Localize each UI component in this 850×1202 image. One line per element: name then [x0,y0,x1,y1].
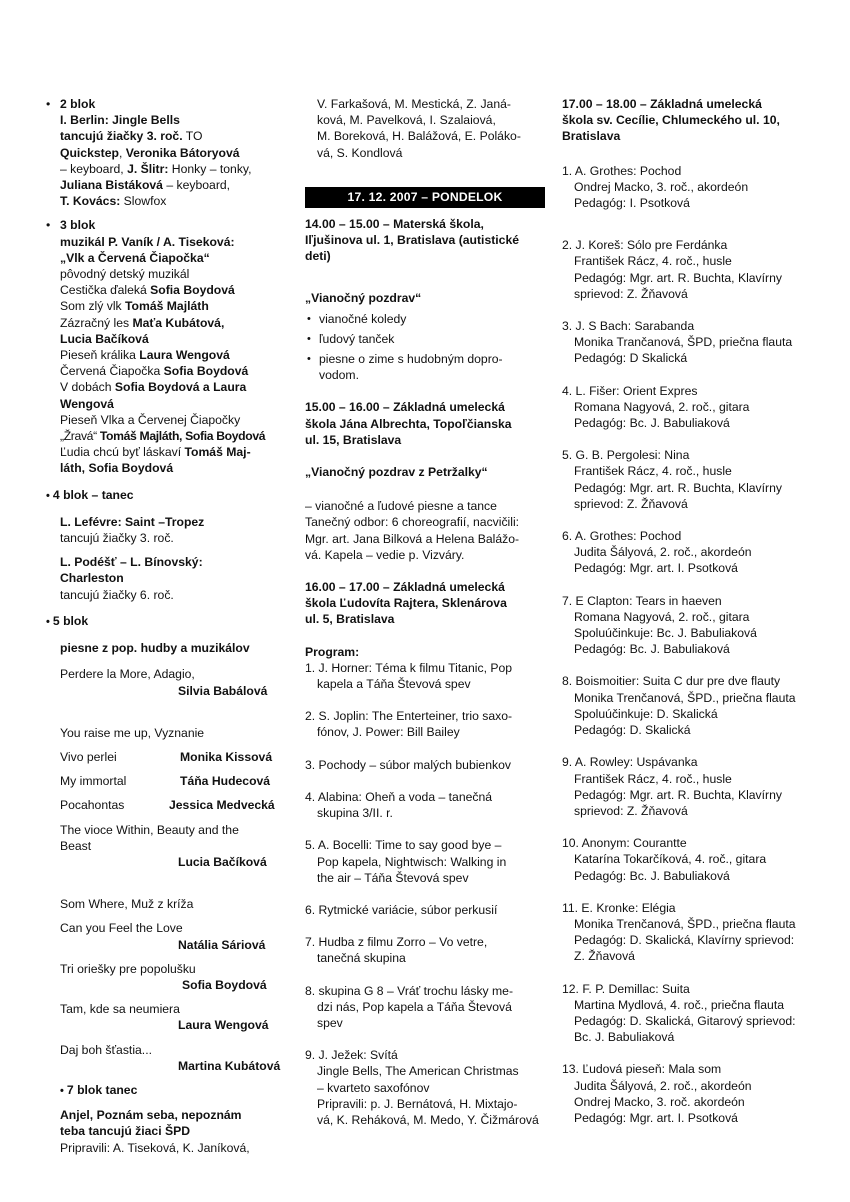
block-title: 5 blok [52,613,89,628]
program-item [562,900,808,965]
performer-name: Táňa Hudecová [180,774,271,789]
piece-title: 6. A. Grothes: Pochod [562,529,682,544]
program-item [562,163,808,212]
text-bold: J. Šlitr: [127,161,169,176]
teacher-line: Spoluúčinkuje: D. Skalická [574,706,718,721]
text-line [60,193,294,209]
text-line: láth, Sofia Boydová [60,461,174,476]
teacher-line: Bc. J. Babuliaková [574,1030,675,1045]
program-label: Program: [305,644,360,659]
text-line [60,282,294,298]
song-title: Can you Feel the Love [60,921,183,936]
song-row [60,797,294,813]
text-line: M. Boreková, H. Balážová, E. Poláko- [317,129,521,144]
program-item: 5. A. Bocelli: Time to say good bye – [305,838,502,853]
bullet: • [46,615,53,628]
text-line: pôvodný detský muzikál [60,267,190,282]
text-line: vodom. [319,368,359,383]
text-line: Tanečný odbor: 6 choreografií, nacvičili: [305,515,520,530]
performer-line: František Rácz, 4. roč., husle [574,464,732,479]
text-span: – keyboard, [60,161,128,176]
program-item [562,593,808,658]
teacher-line: sprievod: Z. Žňavová [574,803,688,818]
text-line [60,177,294,193]
program-item: 8. skupina G 8 – Vráť trochu lásky me- [305,983,514,998]
teacher-line: Pedagóg: Bc. J. Babuliaková [574,868,730,883]
piece-title: 2. J. Koreš: Sólo pre Ferdánka [562,238,728,253]
teacher-line: Pedagóg: D. Skalická, Klavírny sprievod: [574,933,795,948]
text-line: „Vlk a Červená Čiapočka“ [60,250,210,265]
performer-name: Laura Wengová [178,1018,269,1033]
piece-title: 11. E. Kronke: Elégia [562,900,676,915]
teacher-line: sprievod: Z. Žňavová [574,286,688,301]
song-title: Vivo perlei [60,749,117,764]
date-banner: 17. 12. 2007 – PONDELOK [305,187,545,208]
song-title: Tri oriešky pre popolušku [60,961,196,976]
teacher-line: Pedagóg: Bc. J. Babuliaková [574,416,730,431]
program-item [562,528,808,577]
text-line [60,128,294,144]
block-4-title [46,487,294,504]
program-item [562,835,808,884]
performer-name: Natália Sáriová [178,937,266,952]
column-right [562,96,808,1126]
list-item [305,351,545,383]
block-title: • 2 blok [60,97,96,111]
program-item [562,1061,808,1126]
event-heading: 16.00 – 17.00 – Základná umelecká [305,580,505,595]
teacher-line: Z. Žňavová [574,949,635,964]
performer-name: Sofia Boydová [150,283,235,298]
event-heading: škola Jána Albrechta, Topoľčianska [305,416,512,431]
performer-name: Tomáš Majláth [125,299,209,314]
piece-title: 12. F. P. Demillac: Suita [562,981,690,996]
text-span: – keyboard, [162,178,231,193]
program-item: kapela a Táňa Števová spev [317,677,471,692]
bullet: • [46,489,53,502]
song-title: Beast [60,838,92,853]
block-5 [46,640,294,1156]
performer-name: Martina Kubátová [178,1058,281,1073]
text-line: tancujú žiačky 6. roč. [60,587,174,602]
performer-name: Tomáš Majláth, Sofia Boydová [99,429,266,444]
list-item: • ľudový tanček [305,331,545,347]
text-span: „Žravá“ [60,429,100,444]
song-title: Daj boh šťastia... [60,1042,152,1057]
performer-name: Sofia Boydová a Laura [114,380,247,395]
performer-line: Judita Šályová, 2. roč., akordeón [574,545,752,560]
program-item: fónov, J. Power: Bill Bailey [317,725,460,740]
program-item: 2. S. Joplin: The Enterteiner, trio saxo- [305,709,513,724]
text-line: Lucia Bačíková [60,331,149,346]
text-line: Pieseň Vlka a Červenej Čiapočky [60,412,241,427]
text-line: Charleston [60,571,124,586]
song-title: Som Where, Muž z kríža [60,897,194,912]
text-span: TO [182,129,203,144]
text-bold: tancujú žiačky 3. roč. [60,129,183,144]
performer-line: František Rácz, 4. roč., husle [574,254,732,269]
song-title: My immortal [60,774,127,789]
text-line: vá, S. Kondlová [317,145,403,160]
performer-line: Ondrej Macko, 3. roč. akordeón [574,1094,745,1109]
performer-name: Tomáš Maj- [184,445,251,460]
piece-title: 7. E Clapton: Tears in haeven [562,593,722,608]
text-line [60,363,294,379]
performer-name: Lucia Bačíková [178,854,267,869]
teacher-line: Pedagóg: Mgr. art. R. Buchta, Klavírny [574,480,782,495]
program-item: 9. J. Ježek: Svítá [305,1048,398,1063]
piece-title: 1. A. Grothes: Pochod [562,163,682,178]
block-title: 4 blok – tanec [52,487,134,502]
text-line [60,298,294,314]
block-4 [46,514,294,603]
list-item: • vianočné koledy [305,311,545,327]
text-line: ková, M. Pavelková, I. Szalaiová, [317,113,496,128]
text-span: Som zlý vlk [60,299,126,314]
song-title: Tam, kde sa neumiera [60,1002,180,1017]
text-line: L. Lefévre: Saint –Tropez [60,514,205,529]
program-item: 6. Rytmické variácie, súbor perkusií [305,902,498,917]
program-item: tanečná skupina [317,951,406,966]
piece-title: 8. Boismoitier: Suita C dur pre dve flauty [562,674,781,689]
teacher-line: Pedagóg: Mgr. art. I. Psotková [574,561,738,576]
program-item: Jingle Bells, The American Christmas [317,1064,519,1079]
program-item [562,447,808,512]
text-span: Honky – tonky, [168,161,252,176]
text-span: Cestička ďaleká [60,283,151,298]
text-line [60,315,294,331]
teacher-line: Pedagóg: Mgr. art. R. Buchta, Klavírny [574,270,782,285]
text-line [60,161,294,177]
text-line: vá. Kapela – vedie p. Vizváry. [305,547,465,562]
performer-line: Monika Trenčanová, ŠPD., priečna flauta [574,916,796,931]
performer-line: Monika Trančanová, ŠPD, priečna flauta [574,335,793,350]
piece-title: 4. L. Fišer: Orient Expres [562,383,698,398]
text-line: muzikál P. Vaník / A. Tiseková: [60,234,235,249]
program-item [562,754,808,819]
song-title: Pocahontas [60,798,125,813]
text-line: Anjel, Poznám seba, nepoznám [60,1108,242,1123]
piece-title: 3. J. S Bach: Sarabanda [562,319,695,334]
event-heading: 14.00 – 15.00 – Materská škola, [305,216,484,231]
text-line: I. Berlin: Jingle Bells [60,113,180,128]
program-item: 7. Hudba z filmu Zorro – Vo vetre, [305,935,488,950]
text-line [60,347,294,363]
teacher-line: Pedagóg: Bc. J. Babuliaková [574,642,730,657]
piece-title: 13. Ľudová pieseň: Mala som [562,1062,722,1077]
event-heading: ul. 15, Bratislava [305,432,402,447]
performer-line: Ondrej Macko, 3. roč., akordeón [574,179,749,194]
text-line: teba tancujú žiaci ŠPD [60,1124,191,1139]
program-item: Pripravili: p. J. Bernátová, H. Mixtajo- [317,1096,518,1111]
program-item: skupina 3/II. r. [317,806,393,821]
block-5-title [46,613,294,630]
text-line [60,428,294,444]
song-row [60,749,294,765]
text-span: Červená Čiapočka [60,364,164,379]
performer-line: František Rácz, 4. roč., husle [574,771,732,786]
piece-title: 9. A. Rowley: Uspávanka [562,755,698,770]
program-item: vá, K. Reháková, M. Medo, Y. Čižmárová [317,1112,539,1127]
event-heading: 15.00 – 16.00 – Základná umelecká [305,400,505,415]
teacher-line: Pedagóg: Mgr. art. I. Psotková [574,1110,738,1125]
performer-name: Laura Wengová [139,348,230,363]
text-line: V. Farkašová, M. Mestická, Z. Janá- [317,97,511,111]
performer-line: Judita Šályová, 2. roč., akordeón [574,1078,752,1093]
program-item [562,383,808,432]
performer-line: Romana Nagyová, 2. roč., gitara [574,399,750,414]
event-heading: škola Ľudovíta Rajtera, Sklenárova [305,596,507,611]
performer-line: Martina Mydlová, 4. roč., priečna flauta [574,997,784,1012]
program-item: spev [317,1015,343,1030]
program-item: 1. J. Horner: Téma k filmu Titanic, Pop [305,660,513,675]
teacher-line: Pedagóg: D Skalická [574,351,688,366]
text-line: Mgr. art. Jana Bilková a Helena Balážo- [305,531,520,546]
event-heading: 17.00 – 18.00 – Základná umelecká [562,97,762,111]
bullet: • [60,1084,67,1097]
program-item: the air – Táňa Števová spev [317,870,469,885]
piece-title: 5. G. B. Pergolesi: Nina [562,448,690,463]
performer-name: Juliana Bistáková [60,178,163,193]
text-line: Pripravili: A. Tiseková, K. Janíková, [60,1140,250,1155]
performer-name: Sofia Boydová [163,364,249,379]
block-title: • 3 blok [60,218,96,233]
text-span: V dobách [60,380,115,395]
teacher-line: Pedagóg: I. Psotková [574,196,690,211]
song-title: You raise me up, Vyznanie [60,725,205,740]
text-line: – vianočné a ľudové piesne a tance [305,499,497,514]
text-span: Pieseň králika [60,348,140,363]
column-middle [305,96,545,1128]
program-item [562,318,808,367]
teacher-line: Spoluúčinkuje: Bc. J. Babuliaková [574,626,757,641]
event-heading: ul. 5, Bratislava [305,612,395,627]
column-left [46,96,294,1156]
event-title: „Vianočný pozdrav z Petržalky“ [305,465,488,480]
text-span: Slowfox [120,194,167,209]
performer-name: Veronika Bátoryová [125,145,240,160]
event-title: „Vianočný pozdrav“ [305,291,422,306]
text-span: Zázračný les [60,315,133,330]
block-3 [46,217,294,476]
program-item: dzi nás, Pop kapela a Táňa Števová [317,999,512,1014]
text-line: tancujú žiačky 3. roč. [60,531,174,546]
program-item [562,673,808,738]
song-title: The vioce Within, Beauty and the [60,822,239,837]
performer-line: Monika Trenčanová, ŠPD., priečna flauta [574,690,796,705]
performer-name: Jessica Medvecká [169,798,275,813]
text-line [60,379,294,395]
event-heading: Bratislava [562,129,621,144]
teacher-line: Pedagóg: Mgr. art. R. Buchta, Klavírny [574,787,782,802]
program-item: Pop kapela, Nightwisch: Walking in [317,854,507,869]
text-line: piesne z pop. hudby a muzikálov [60,641,250,656]
performer-line: Katarína Tokarčíková, 4. roč., gitara [574,852,767,867]
performer-name: Monika Kissová [180,749,273,764]
program-item: 4. Alabina: Oheň a voda – tanečná [305,789,493,804]
program-item: – kvarteto saxofónov [317,1080,430,1095]
text-span: , [118,145,126,160]
program-item: 3. Pochody – súbor malých bubienkov [305,757,511,772]
performer-name: Maťa Kubátová, [132,315,225,330]
performer-line: Romana Nagyová, 2. roč., gitara [574,609,750,624]
text-line: Wengová [60,396,114,411]
program-item [562,237,808,302]
text-bold: Quickstep [60,145,119,160]
performer-name: Silvia Babálová [178,683,268,698]
text-line [60,145,294,161]
block-title: 7 blok tanec [66,1082,138,1097]
text-line: L. Podéšť – L. Bínovský: [60,555,203,570]
teacher-line: Pedagóg: D. Skalická, Gitarový sprievod: [574,1013,796,1028]
text-line [60,444,294,460]
text-bold: T. Kovács: [60,194,121,209]
text-span: Ľudia chcú byť láskaví [60,445,185,460]
performer-name: Sofia Boydová [182,977,267,992]
credits-continued [305,96,545,161]
block-7-title [60,1082,294,1099]
event-heading: deti) [305,249,331,264]
text-line: • piesne o zime s hudobným dopro- [319,352,503,367]
teacher-line: Pedagóg: D. Skalická [574,723,691,738]
song-row [60,773,294,789]
piece-title: 10. Anonym: Courantte [562,836,687,851]
teacher-line: sprievod: Z. Žňavová [574,496,688,511]
block-2 [46,96,294,209]
event-heading: Iľjušinova ul. 1, Bratislava (autistické [305,233,519,248]
event-heading: škola sv. Cecílie, Chlumeckého ul. 10, [562,113,780,128]
song-title: Perdere la More, Adagio, [60,667,195,682]
program-item [562,981,808,1046]
